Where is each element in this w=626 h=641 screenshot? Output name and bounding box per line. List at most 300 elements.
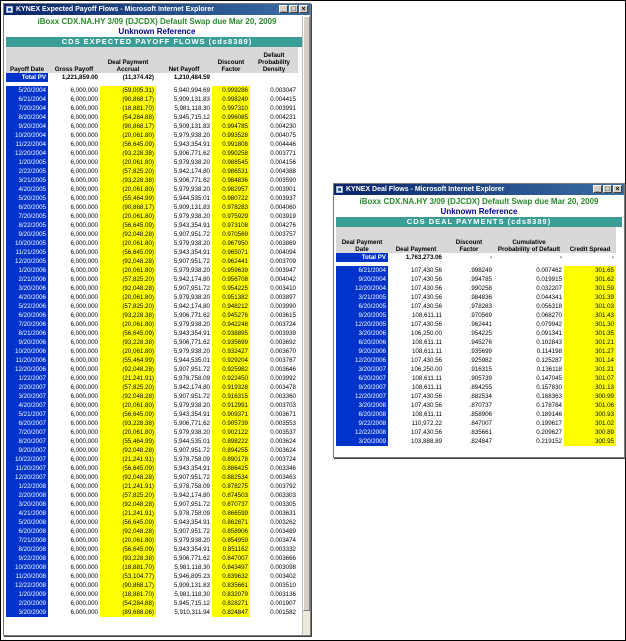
table-row — [6, 455, 298, 464]
gross-payoff-cell: 6,000,000 — [70, 357, 98, 364]
gross-payoff-cell: 6,000,000 — [70, 141, 98, 148]
table-row — [336, 302, 616, 311]
net-payoff-cell: 5,943,354.91 — [173, 222, 210, 229]
table-row — [336, 338, 616, 347]
col-credit-spread: Credit Spread — [564, 227, 616, 253]
gross-payoff-cell: 6,000,000 — [70, 204, 98, 211]
payoff-date-cell: 8/20/2007 — [6, 437, 48, 446]
net-payoff-cell: 5,979,938.20 — [173, 537, 210, 544]
deal-accrual-cell: (18,881.70) — [100, 563, 156, 572]
credit-spread-cell: 301.59 — [564, 284, 616, 293]
deal-accrual-cell: (54,284.88) — [100, 113, 156, 122]
payoff-date-cell: 3/20/2008 — [6, 500, 48, 509]
table-row — [6, 176, 298, 185]
gross-payoff-cell: 6,000,000 — [70, 132, 98, 139]
payoff-date-cell: 10/20/2008 — [6, 563, 48, 572]
deal-payment-cell: 108,611.11 — [411, 339, 442, 346]
discount-factor-cell: 0.978283 — [212, 203, 250, 212]
gross-payoff-cell: 6,000,000 — [70, 375, 98, 382]
gross-payoff-cell: 6,000,000 — [70, 438, 98, 445]
discount-factor-cell: 0.990258 — [212, 149, 250, 158]
total-density-blank — [250, 73, 298, 82]
net-payoff-cell: 5,909,131.83 — [173, 96, 210, 103]
table-row — [336, 284, 616, 293]
table-banner: CDS EXPECTED PAYOFF FLOWS (cds8389) — [6, 37, 308, 47]
default-density-cell: 0.003703 — [270, 402, 296, 409]
cumulative-pd-cell: 0.079942 — [536, 321, 562, 328]
gross-payoff-cell: 6,000,000 — [70, 573, 98, 580]
table-row — [6, 221, 298, 230]
discount-factor-cell: 0.824847 — [212, 608, 250, 617]
deal-accrual-cell: (93,228.38) — [100, 311, 156, 320]
gross-payoff-cell: 6,000,000 — [70, 294, 98, 301]
discount-factor-cell: 0.996085 — [212, 113, 250, 122]
discount-factor-cell: 0.998249 — [212, 95, 250, 104]
default-density-cell: 0.003939 — [270, 330, 296, 337]
net-payoff-cell: 5,979,938.20 — [173, 240, 210, 247]
net-payoff-cell: 5,944,535.01 — [173, 357, 210, 364]
discount-factor-cell: 0.870737 — [212, 500, 250, 509]
table-row — [6, 131, 298, 140]
expected-payoff-window — [3, 3, 311, 636]
discount-factor-cell: 0.959639 — [212, 266, 250, 275]
gross-payoff-cell: 6,000,000 — [70, 114, 98, 121]
minimize-icon[interactable]: _ — [593, 185, 602, 193]
deal-accrual-cell: (59,005.31) — [100, 86, 156, 95]
gross-payoff-cell: 6,000,000 — [70, 600, 98, 607]
table-row — [6, 401, 298, 410]
deal-payment-date-cell: 12/20/2006 — [336, 356, 388, 365]
payoff-date-cell: 9/20/2007 — [6, 446, 48, 455]
net-payoff-cell: 5,907,951.72 — [173, 474, 210, 481]
default-density-cell: 0.003624 — [270, 447, 296, 454]
deal-accrual-cell: (57,825.20) — [100, 491, 156, 500]
payoff-date-cell: 5/22/2006 — [6, 302, 48, 311]
col-deal-accrual: Deal Payment Accrual — [100, 47, 156, 73]
window-content — [4, 16, 310, 635]
payoff-date-cell: 2/22/2005 — [6, 167, 48, 176]
deal-payment-cell: 107,430.56 — [411, 321, 442, 328]
table-row — [6, 419, 298, 428]
table-row — [6, 212, 298, 221]
gross-payoff-cell: 6,000,000 — [70, 240, 98, 247]
deal-payment-date-cell: 6/20/2005 — [336, 302, 388, 311]
default-density-cell: 0.003332 — [270, 546, 296, 553]
gross-payoff-cell: 6,000,000 — [70, 195, 98, 202]
payoff-date-cell: 4/20/2005 — [6, 185, 48, 194]
table-row — [6, 257, 298, 266]
discount-factor-cell: .858906 — [469, 411, 492, 418]
discount-factor-cell: 0.970569 — [212, 230, 250, 239]
discount-factor-cell: .916315 — [469, 366, 492, 373]
default-density-cell: 0.003947 — [270, 267, 296, 274]
table-row — [6, 374, 298, 383]
gross-payoff-cell: 6,000,000 — [70, 267, 98, 274]
gross-payoff-cell: 6,000,000 — [70, 555, 98, 562]
maximize-icon[interactable]: □ — [603, 185, 612, 193]
table-row — [336, 320, 616, 329]
credit-spread-cell: 301.62 — [564, 275, 616, 284]
deal-payment-cell: 107,430.56 — [411, 357, 442, 364]
gross-payoff-cell: 6,000,000 — [70, 87, 98, 94]
cumulative-pd-cell: 0.189146 — [536, 411, 562, 418]
col-deal-payment: Deal Payment — [388, 227, 444, 253]
net-payoff-cell: 5,944,535.01 — [173, 438, 210, 445]
swap-description: iBoxx CDX.NA.HY 3/09 (DJCDX) Default Swap due Mar 20, 2009 — [37, 17, 277, 26]
discount-factor-cell: .994785 — [469, 276, 492, 283]
net-payoff-cell: 5,979,938.20 — [173, 132, 210, 139]
table-row — [6, 86, 298, 95]
deal-accrual-cell: (56,645.09) — [100, 221, 156, 230]
payoff-date-cell: 6/20/2006 — [6, 311, 48, 320]
gross-payoff-cell: 6,000,000 — [70, 177, 98, 184]
discount-factor-cell: 0.843497 — [212, 563, 250, 572]
table-row — [6, 338, 298, 347]
credit-spread-cell: 301.65 — [564, 266, 616, 275]
deal-accrual-cell: (55,464.99) — [100, 356, 156, 365]
gross-payoff-cell: 6,000,000 — [70, 465, 98, 472]
deal-accrual-cell: (21,241.91) — [100, 374, 156, 383]
table-row — [6, 266, 298, 275]
ie-app-icon — [6, 6, 13, 13]
table-row — [6, 599, 298, 608]
payoff-date-cell: 6/20/2005 — [6, 203, 48, 212]
default-density-cell: 0.003666 — [270, 555, 296, 562]
table-row — [6, 590, 298, 599]
net-payoff-cell: 5,945,715.12 — [173, 600, 210, 607]
credit-spread-cell: 300.93 — [564, 410, 616, 419]
deal-payment-cell: 107,430.56 — [411, 303, 442, 310]
discount-factor-cell: 0.945276 — [212, 311, 250, 320]
deal-accrual-cell: (20,061.80) — [100, 212, 156, 221]
deal-payment-cell: 107,430.56 — [411, 402, 442, 409]
cumulative-pd-cell: 0.178764 — [536, 402, 562, 409]
default-density-cell: 0.004276 — [270, 222, 296, 229]
deal-payment-cell: 107,430.56 — [411, 393, 442, 400]
gross-payoff-cell: 6,000,000 — [70, 150, 98, 157]
payoff-date-cell: 12/20/2005 — [6, 257, 48, 266]
net-payoff-cell: 5,979,938.20 — [173, 159, 210, 166]
minimize-icon[interactable]: _ — [279, 5, 288, 13]
deal-payment-cell: 107,430.56 — [411, 267, 442, 274]
discount-factor-cell: .954225 — [469, 330, 492, 337]
table-row — [6, 311, 298, 320]
deal-accrual-cell: (92,048.28) — [100, 446, 156, 455]
table-row — [6, 347, 298, 356]
total-payment: 1,763,273.06 — [388, 253, 444, 262]
header-row — [336, 227, 616, 253]
net-payoff-cell: 5,978,758.09 — [173, 456, 210, 463]
table-row — [336, 419, 616, 428]
scrollbar-thumb[interactable] — [303, 16, 310, 611]
default-density-cell: 0.003709 — [270, 258, 296, 265]
gross-payoff-cell: 6,000,000 — [70, 564, 98, 571]
table-row — [336, 347, 616, 356]
table-row — [6, 464, 298, 473]
discount-factor-cell: 0.862871 — [212, 518, 250, 527]
table-row — [6, 428, 298, 437]
cumulative-pd-cell: 0.114198 — [536, 348, 562, 355]
default-density-cell: 0.003553 — [270, 420, 296, 427]
discount-factor-cell: 0.832079 — [212, 590, 250, 599]
discount-factor-cell: 0.909371 — [212, 410, 250, 419]
payoff-date-cell: 11/20/2007 — [6, 464, 48, 473]
gross-payoff-cell: 6,000,000 — [70, 258, 98, 265]
discount-factor-cell: 0.956708 — [212, 275, 250, 284]
table-row — [336, 293, 616, 302]
discount-factor-cell: 0.984836 — [212, 176, 250, 185]
total-gross: 1,221,859.00 — [48, 73, 100, 82]
deal-payment-date-cell: 9/22/2008 — [336, 419, 388, 428]
discount-factor-cell: 0.922450 — [212, 374, 250, 383]
discount-factor-cell: 0.902122 — [212, 428, 250, 437]
table-row — [6, 203, 298, 212]
table-row — [6, 194, 298, 203]
gross-payoff-cell: 6,000,000 — [70, 537, 98, 544]
net-payoff-cell: 5,907,951.72 — [173, 231, 210, 238]
discount-factor-cell: 0.980722 — [212, 194, 250, 203]
swap-description: iBoxx CDX.NA.HY 3/09 (DJCDX) Default Swap due Mar 20, 2009 — [359, 197, 599, 206]
payoff-date-cell: 7/20/2005 — [6, 212, 48, 221]
payoff-date-cell: 6/20/2007 — [6, 419, 48, 428]
gross-payoff-cell: 6,000,000 — [70, 366, 98, 373]
payoff-date-cell: 8/21/2006 — [6, 329, 48, 338]
reference-label: Unknown Reference — [440, 207, 518, 216]
credit-spread-cell: 301.13 — [564, 383, 616, 392]
table-row — [336, 329, 616, 338]
total-accrual: (11,374.42) — [100, 73, 156, 82]
cumulative-pd-cell: 0.056318 — [536, 303, 562, 310]
table-row — [6, 230, 298, 239]
payoff-date-cell: 2/20/2009 — [6, 599, 48, 608]
gross-payoff-cell: 6,000,000 — [70, 285, 98, 292]
deal-accrual-cell: (20,061.80) — [100, 320, 156, 329]
discount-factor-cell: .962441 — [469, 321, 492, 328]
table-row — [336, 374, 616, 383]
net-payoff-cell: 5,979,938.20 — [173, 267, 210, 274]
net-payoff-cell: 5,978,758.09 — [173, 510, 210, 517]
deal-payment-cell: 108,611.11 — [411, 375, 442, 382]
gross-payoff-cell: 6,000,000 — [70, 411, 98, 418]
default-density-cell: 0.003537 — [270, 429, 296, 436]
deal-accrual-cell: (57,825.20) — [100, 275, 156, 284]
discount-factor-cell: 0.951382 — [212, 293, 250, 302]
close-icon[interactable]: × — [299, 5, 308, 13]
payoff-date-cell: 6/21/2004 — [6, 95, 48, 104]
gross-payoff-cell: 6,000,000 — [70, 222, 98, 229]
gross-payoff-cell: 6,000,000 — [70, 384, 98, 391]
table-row — [6, 293, 298, 302]
payoff-date-cell: 7/20/2007 — [6, 428, 48, 437]
credit-spread-cell: 301.30 — [564, 320, 616, 329]
gross-payoff-cell: 6,000,000 — [70, 303, 98, 310]
deal-accrual-cell: (18,881.70) — [100, 104, 156, 113]
default-density-cell: 0.004231 — [270, 114, 296, 121]
deal-accrual-cell: (93,228.38) — [100, 419, 156, 428]
default-density-cell: 0.003478 — [270, 384, 296, 391]
net-payoff-cell: 5,909,131.83 — [173, 582, 210, 589]
net-payoff-cell: 5,907,951.72 — [173, 285, 210, 292]
payoff-date-cell: 2/21/2006 — [6, 275, 48, 284]
cumulative-pd-cell: 0.168363 — [536, 393, 562, 400]
cumulative-pd-cell: 0.044341 — [536, 294, 562, 301]
deal-payment-cell: 108,611.11 — [411, 348, 442, 355]
deal-accrual-cell: (20,061.80) — [100, 185, 156, 194]
default-density-cell: 0.003047 — [270, 87, 296, 94]
credit-spread-cell: 301.27 — [564, 347, 616, 356]
credit-spread-cell: 301.14 — [564, 356, 616, 365]
default-density-cell: 0.003489 — [270, 528, 296, 535]
discount-factor-cell: 0.912991 — [212, 401, 250, 410]
default-density-cell: 0.003631 — [270, 510, 296, 517]
close-icon[interactable]: × — [613, 185, 622, 193]
gross-payoff-cell: 6,000,000 — [70, 105, 98, 112]
deal-accrual-cell: (20,061.80) — [100, 158, 156, 167]
table-row — [6, 284, 298, 293]
net-payoff-cell: 5,979,938.20 — [173, 213, 210, 220]
net-payoff-cell: 5,907,951.72 — [173, 528, 210, 535]
discount-factor-cell: 0.878275 — [212, 482, 250, 491]
default-density-cell: 0.003724 — [270, 321, 296, 328]
deal-accrual-cell: (90,868.17) — [100, 581, 156, 590]
deal-payment-date-cell: 3/21/2005 — [336, 293, 388, 302]
table-row — [6, 554, 298, 563]
col-deal-payment-date: Deal Payment Date — [336, 227, 388, 253]
discount-factor-cell: 0.874503 — [212, 491, 250, 500]
total-pv-row — [336, 253, 616, 262]
discount-factor-cell: 0.965071 — [212, 248, 250, 257]
maximize-icon[interactable]: □ — [289, 5, 298, 13]
default-density-cell: 0.003670 — [270, 348, 296, 355]
deal-accrual-cell: (92,048.28) — [100, 230, 156, 239]
default-density-cell: 0.003360 — [270, 393, 296, 400]
gross-payoff-cell: 6,000,000 — [70, 330, 98, 337]
table-row — [336, 392, 616, 401]
discount-factor-cell: .882534 — [469, 393, 492, 400]
default-density-cell: 0.003919 — [270, 213, 296, 220]
deal-payment-date-cell: 9/20/2005 — [336, 311, 388, 320]
default-density-cell: 0.003624 — [270, 438, 296, 445]
table-row — [6, 302, 298, 311]
deal-accrual-cell: (55,464.99) — [100, 437, 156, 446]
deal-accrual-cell: (20,061.80) — [100, 428, 156, 437]
discount-factor-cell: 0.886425 — [212, 464, 250, 473]
default-density-cell: 0.003869 — [270, 240, 296, 247]
net-payoff-cell: 5,978,758.09 — [173, 375, 210, 382]
discount-factor-cell: .945276 — [469, 339, 492, 346]
table-row — [6, 518, 298, 527]
discount-factor-cell: .847007 — [469, 420, 492, 427]
gross-payoff-cell: 6,000,000 — [70, 213, 98, 220]
deal-payment-date-cell: 3/20/2009 — [336, 437, 388, 446]
net-payoff-cell: 5,906,771.62 — [173, 177, 210, 184]
default-density-cell: 0.003792 — [270, 483, 296, 490]
deal-payment-date-cell: 12/22/2008 — [336, 428, 388, 437]
deal-accrual-cell: (20,061.80) — [100, 266, 156, 275]
gross-payoff-cell: 6,000,000 — [70, 609, 98, 616]
discount-factor-cell: 0.905739 — [212, 419, 250, 428]
net-payoff-cell: 5,943,354.91 — [173, 330, 210, 337]
table-row — [336, 365, 616, 374]
credit-spread-cell: 301.03 — [564, 302, 616, 311]
payoff-date-cell: 3/21/2005 — [6, 176, 48, 185]
discount-factor-cell: 0.935699 — [212, 338, 250, 347]
payoff-date-cell: 7/20/2006 — [6, 320, 48, 329]
table-row — [6, 482, 298, 491]
deal-accrual-cell: (54,284.88) — [100, 599, 156, 608]
net-payoff-cell: 5,979,938.20 — [173, 348, 210, 355]
payoff-date-cell: 4/20/2007 — [6, 401, 48, 410]
net-payoff-cell: 5,979,938.20 — [173, 294, 210, 301]
col-discount-factor: Discount Factor — [212, 47, 250, 73]
discount-factor-cell: 0.925982 — [212, 365, 250, 374]
gross-payoff-cell: 6,000,000 — [70, 402, 98, 409]
credit-spread-cell: 301.21 — [564, 365, 616, 374]
deal-accrual-cell: (92,048.28) — [100, 365, 156, 374]
table-row — [6, 563, 298, 572]
total-pv-label: Total PV — [336, 253, 388, 262]
table-row — [6, 95, 298, 104]
net-payoff-cell: 5,906,771.62 — [173, 420, 210, 427]
payoff-date-cell: 1/22/2007 — [6, 374, 48, 383]
gross-payoff-cell: 6,000,000 — [70, 339, 98, 346]
credit-spread-cell: 301.21 — [564, 338, 616, 347]
payoff-date-cell: 5/20/2004 — [6, 86, 48, 95]
table-row — [336, 266, 616, 275]
gross-payoff-cell: 6,000,000 — [70, 249, 98, 256]
table-row — [6, 437, 298, 446]
table-row — [6, 536, 298, 545]
default-density-cell: 0.003463 — [270, 474, 296, 481]
default-density-cell: 0.003615 — [270, 312, 296, 319]
gross-payoff-cell: 6,000,000 — [70, 492, 98, 499]
deal-accrual-cell: (92,048.28) — [100, 257, 156, 266]
gross-payoff-cell: 6,000,000 — [70, 447, 98, 454]
deal-accrual-cell: (20,061.80) — [100, 536, 156, 545]
default-density-cell: 0.003991 — [270, 105, 296, 112]
deal-accrual-cell: (20,061.80) — [100, 239, 156, 248]
discount-factor-cell: .894255 — [469, 384, 492, 391]
discount-factor-cell: .870737 — [469, 402, 492, 409]
header-row — [6, 47, 298, 73]
deal-payment-cell: 107,430.56 — [411, 294, 442, 301]
window-titlebar[interactable] — [334, 184, 624, 195]
payoff-date-cell: 1/20/2006 — [6, 266, 48, 275]
deal-payment-date-cell: 12/20/2004 — [336, 284, 388, 293]
deal-accrual-cell: (57,825.20) — [100, 167, 156, 176]
total-cumulative: - — [494, 253, 564, 262]
default-density-cell: 0.001907 — [270, 600, 296, 607]
default-density-cell: 0.004230 — [270, 123, 296, 130]
payoff-date-cell: 9/20/2004 — [6, 122, 48, 131]
gross-payoff-cell: 6,000,000 — [70, 501, 98, 508]
discount-factor-cell: 0.932427 — [212, 347, 250, 356]
discount-factor-cell: 0.919328 — [212, 383, 250, 392]
col-default-density: Default Probability Density — [250, 47, 298, 73]
deal-accrual-cell: (21,241.91) — [100, 482, 156, 491]
window-titlebar[interactable] — [4, 4, 310, 15]
payoff-date-cell: 8/20/2004 — [6, 113, 48, 122]
table-row — [6, 356, 298, 365]
deal-accrual-cell: (93,228.38) — [100, 176, 156, 185]
table-row — [6, 572, 298, 581]
default-density-cell: 0.003510 — [270, 582, 296, 589]
net-payoff-cell: 5,910,311.94 — [174, 609, 210, 616]
payoff-date-cell: 3/20/2009 — [6, 608, 48, 617]
table-row — [6, 320, 298, 329]
vertical-scrollbar[interactable] — [302, 16, 310, 635]
gross-payoff-cell: 6,000,000 — [70, 312, 98, 319]
